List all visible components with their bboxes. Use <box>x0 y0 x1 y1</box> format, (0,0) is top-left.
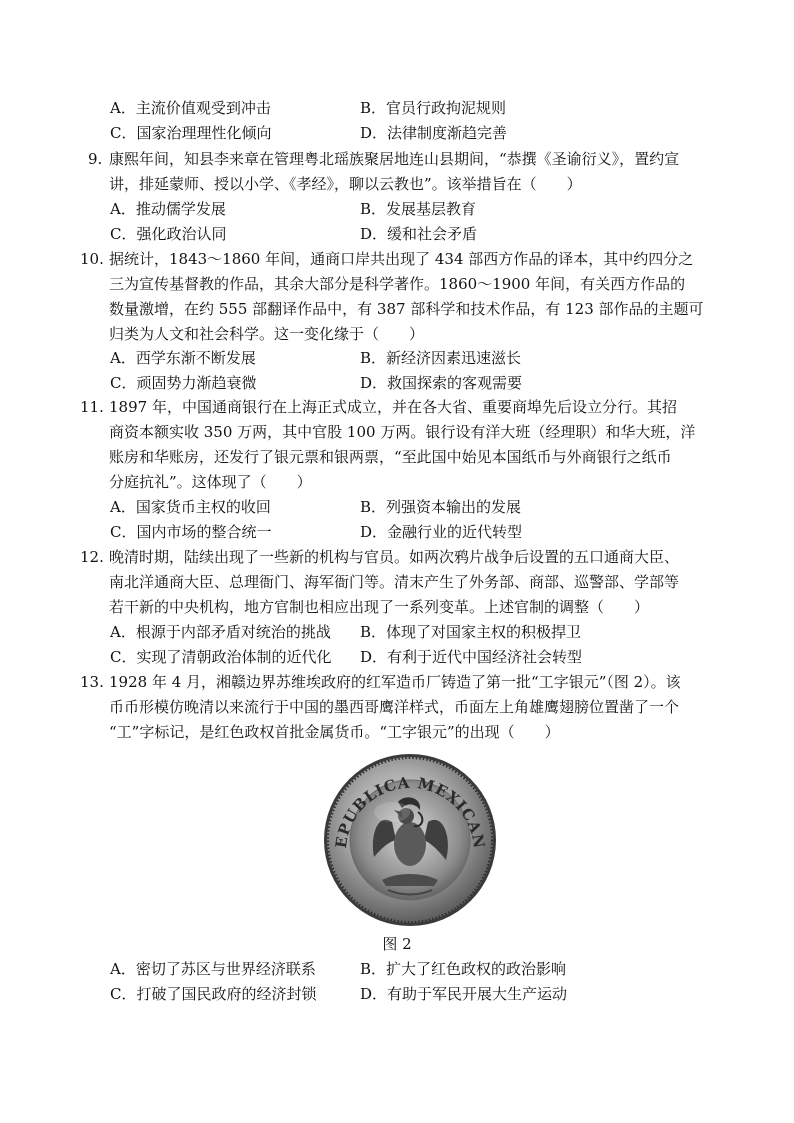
q10-line-2: 三为宣传基督教的作品，其余大部分是科学著作。1860～1900 年间，有关西方作品的 <box>109 275 686 293</box>
q12-option-a[interactable]: A．根源于内部矛盾对统治的挑战 <box>110 623 331 641</box>
q11-option-c[interactable]: C．国内市场的整合统一 <box>110 523 272 541</box>
q12-option-d[interactable]: D．有利于近代中国经济社会转型 <box>360 648 583 666</box>
q10-line-3: 数量激增，在约 555 部翻译作品中，有 387 部科学和技术作品，有 123 部作品的主题可 <box>109 300 704 318</box>
coin-inscription: EPUBLICA MEXICAN <box>331 773 489 851</box>
q10-option-b[interactable]: B．新经济因素迅速滋长 <box>360 349 522 367</box>
q8-option-d[interactable]: D．法律制度渐趋完善 <box>360 124 508 142</box>
q13-line-2: 币币形模仿晚清以来流行于中国的墨西哥鹰洋样式，币面左上角雄鹰翅膀位置凿了一个 <box>109 698 680 716</box>
q9-option-d[interactable]: D．缓和社会矛盾 <box>360 225 478 243</box>
q13-line-3: “工”字标记，是红色政权首批金属货币。“工字银元”的出现（ ） <box>109 723 560 741</box>
silver-coin-image <box>322 752 498 928</box>
q11-option-d[interactable]: D．金融行业的近代转型 <box>360 523 523 541</box>
q10-option-c[interactable]: C．顽固势力渐趋衰微 <box>110 374 257 392</box>
q9-option-c[interactable]: C．强化政治认同 <box>110 225 227 243</box>
q10-line-4: 归类为人文和社会科学。这一变化缘于（ ） <box>109 325 425 343</box>
q12-option-b[interactable]: B．体现了对国家主权的积极捍卫 <box>360 623 582 641</box>
q12-number: 12. <box>80 548 104 566</box>
q9-option-b[interactable]: B．发展基层教育 <box>360 200 477 218</box>
q11-option-a[interactable]: A．国家货币主权的收回 <box>110 498 271 516</box>
q12-option-c[interactable]: C．实现了清朝政治体制的近代化 <box>110 648 332 666</box>
q10-line-1: 据统计，1843～1860 年间，通商口岸共出现了 434 部西方作品的译本，其中约四分之 <box>109 250 694 268</box>
q8-option-b[interactable]: B．官员行政拘泥规则 <box>360 99 507 117</box>
q13-option-c[interactable]: C．打破了国民政府的经济封锁 <box>110 985 317 1003</box>
coin-figure <box>322 752 498 928</box>
q10-number: 10. <box>80 250 104 268</box>
q11-line-1: 1897 年，中国通商银行在上海正式成立，并在各大省、重要商埠先后设立分行。其招 <box>109 398 677 416</box>
q9-option-a[interactable]: A．推动儒学发展 <box>110 200 226 218</box>
q13-option-b[interactable]: B．扩大了红色政权的政治影响 <box>360 960 567 978</box>
figure-caption: 图 2 <box>382 935 412 953</box>
q9-number: 9. <box>88 150 103 168</box>
q12-line-2: 南北洋通商大臣、总理衙门、海军衙门等。清末产生了外务部、商部、巡警部、学部等 <box>109 573 680 591</box>
q8-option-c[interactable]: C．国家治理理性化倾向 <box>110 124 272 142</box>
q11-number: 11. <box>80 398 104 416</box>
q11-line-4: 分庭抗礼”。这体现了（ ） <box>109 473 312 491</box>
q9-line-2: 讲，排延蒙师、授以小学、《孝经》，聊以云教也”。该举措旨在（ ） <box>109 175 582 193</box>
q13-number: 13. <box>80 673 104 691</box>
q12-line-1: 晚清时期，陆续出现了一些新的机构与官员。如两次鸦片战争后设置的五口通商大臣、 <box>109 548 680 566</box>
q12-line-3: 若干新的中央机构，地方官制也相应出现了一系列变革。上述官制的调整（ ） <box>109 598 650 616</box>
q10-option-d[interactable]: D．救国探索的客观需要 <box>360 374 523 392</box>
q11-line-3: 账房和华账房，还发行了银元票和银两票，“至此国中始见本国纸币与外商银行之纸币 <box>109 448 672 466</box>
q11-option-b[interactable]: B．列强资本输出的发展 <box>360 498 522 516</box>
q13-option-a[interactable]: A．密切了苏区与世界经济联系 <box>110 960 316 978</box>
q9-line-1: 康熙年间，知县李来章在管理粤北瑶族聚居地连山县期间，“恭撰《圣谕衍义》，置约宣 <box>109 150 680 168</box>
q11-line-2: 商资本额实收 350 万两，其中官股 100 万两。银行设有洋大班（经理职）和华大班，洋 <box>109 423 696 441</box>
q13-option-d[interactable]: D．有助于军民开展大生产运动 <box>360 985 568 1003</box>
q13-line-1: 1928 年 4 月，湘赣边界苏维埃政府的红军造币厂铸造了第一批“工字银元”（图 2）。该 <box>109 673 681 691</box>
q10-option-a[interactable]: A．西学东渐不断发展 <box>110 349 256 367</box>
q8-option-a[interactable]: A．主流价值观受到冲击 <box>110 99 271 117</box>
